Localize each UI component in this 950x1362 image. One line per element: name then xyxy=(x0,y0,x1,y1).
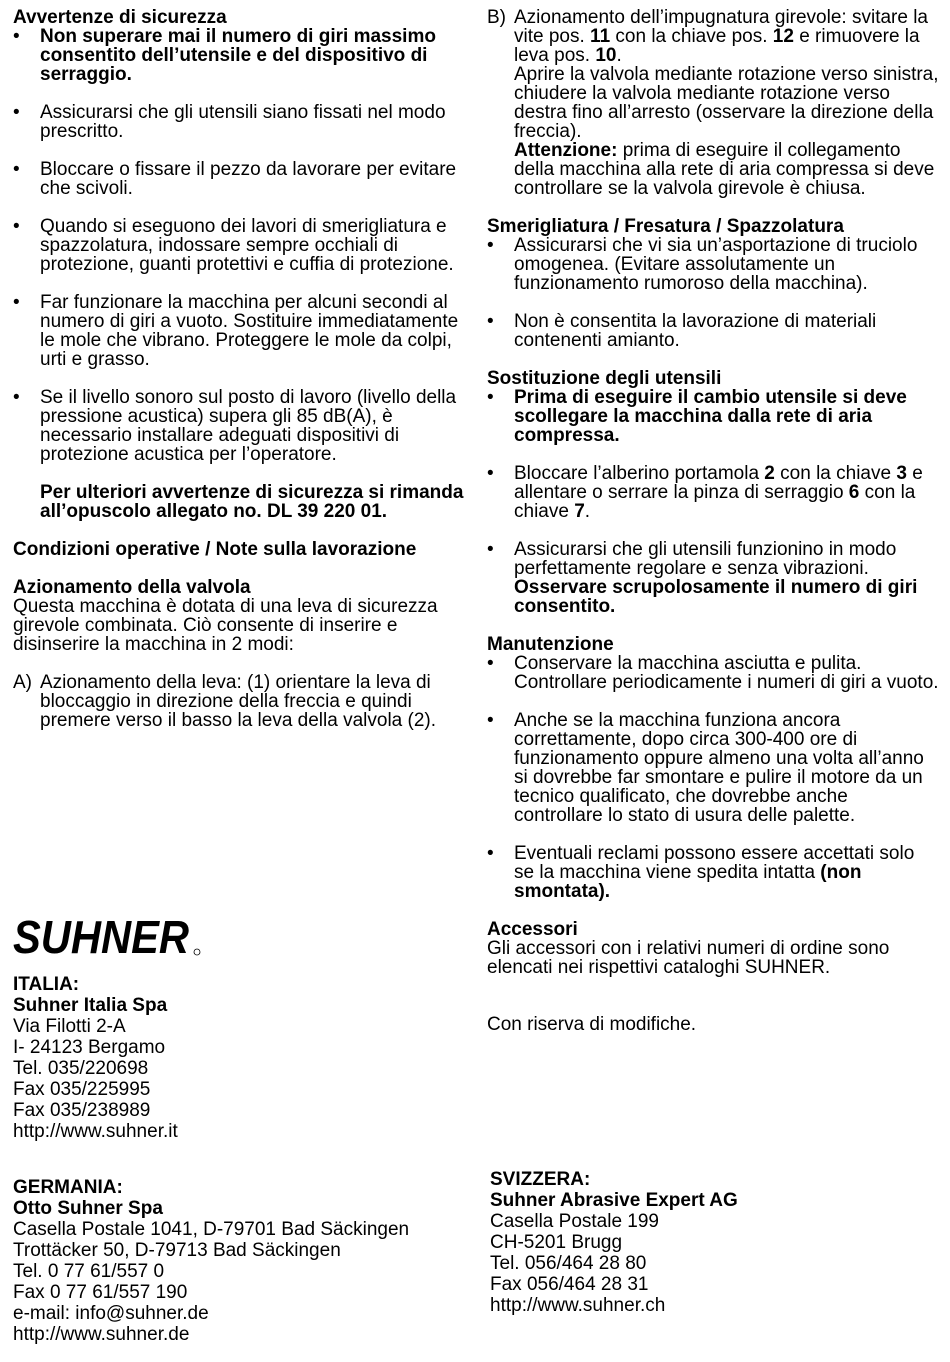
suhner-logo-text: SUHNER xyxy=(13,915,189,959)
maintenance-bullet-2: • Anche se la macchina funziona ancora correttamente, dopo circa 300-400 ore di funzionamento oppure almeno una volta all’anno si dovrebbe far smontare e pulire il motore da un tecnico qualificato, che dovrebbe anche controllare lo stato di usura delle palette. xyxy=(487,710,924,826)
address-svizzera-phone: Tel. 056/464 28 80 xyxy=(490,1253,647,1274)
address-svizzera-website: http://www.suhner.ch xyxy=(490,1295,666,1316)
safety-more-note: Per ulteriori avvertenze di sicurezza si rimanda all’opuscolo allegato no. DL 39 220 01. xyxy=(40,482,464,522)
right-column xyxy=(487,8,939,1034)
grinding-bullet-2: • Non è consentita la lavorazione di materiali contenenti amianto. xyxy=(487,311,877,351)
address-italia-phone: Tel. 035/220698 xyxy=(13,1058,149,1079)
tools-bullet-2: • Bloccare l’alberino portamola 2 con la chiave 3 e allentare o serrare la pinza di serraggio 6 con la chiave 7. xyxy=(487,463,923,522)
accessories-text: Gli accessori con i relativi numeri di ordine sono elencati nei rispettivi cataloghi SUHNER. xyxy=(487,938,890,978)
safety-bullet-1: • Non superare mai il numero di giri massimo consentito dell’utensile e del dispositivo di serraggio. xyxy=(13,26,436,85)
valve-option-b: B) Azionamento dell’impugnatura girevole: svitare la vite pos. 11 con la chiave pos. 12 e rimuovere la leva pos. 10. Aprire la valvola mediante rotazione verso sinistra, chiudere la valvola mediante rotazione verso destra fino all’arresto (osservare la direzione della freccia). Attenzione: prima di eseguire il collegamento della macchina alla rete di aria compressa si deve controllare se la valvola girevole è chiusa. xyxy=(487,7,939,199)
address-germania-line: Trottäcker 50, D-79713 Bad Säckingen xyxy=(13,1240,341,1261)
suhner-logo xyxy=(13,915,203,959)
address-svizzera-company: Suhner Abrasive Expert AG xyxy=(490,1190,738,1211)
maintenance-bullet-1: • Conservare la macchina asciutta e pulita. Controllare periodicamente i numeri di giri a vuoto. xyxy=(487,653,939,693)
conditions-title: Condizioni operative / Note sulla lavorazione xyxy=(13,539,417,560)
address-svizzera-country: SVIZZERA: xyxy=(490,1169,591,1190)
address-svizzera-fax: Fax 056/464 28 31 xyxy=(490,1274,649,1295)
address-italia xyxy=(13,974,178,1142)
left-column xyxy=(13,8,465,730)
address-italia-country: ITALIA: xyxy=(13,974,80,995)
grinding-title: Smerigliatura / Fresatura / Spazzolatura xyxy=(487,216,844,237)
address-svizzera-line: Casella Postale 199 xyxy=(490,1211,659,1232)
address-germania xyxy=(13,1177,409,1345)
tools-title: Sostituzione degli utensili xyxy=(487,368,722,389)
address-germania-company: Otto Suhner Spa xyxy=(13,1198,163,1219)
accessories-title: Accessori xyxy=(487,919,578,940)
address-germania-website: http://www.suhner.de xyxy=(13,1324,190,1345)
address-italia-fax: Fax 035/225995 xyxy=(13,1079,151,1100)
address-italia-line: Via Filotti 2-A xyxy=(13,1016,126,1037)
address-germania-phone: Tel. 0 77 61/557 0 xyxy=(13,1261,165,1282)
grinding-bullet-1: • Assicurarsi che vi sia un’asportazione di truciolo omogenea. (Evitare assolutamente un funzionamento rumoroso della macchina). xyxy=(487,235,918,294)
address-germania-line: Casella Postale 1041, D-79701 Bad Säckingen xyxy=(13,1219,410,1240)
safety-bullet-5: • Far funzionare la macchina per alcuni secondi al numero di giri a vuoto. Sostituire immediatamente le mole che vibrano. Proteggere le mole da colpi, urti e grasso. xyxy=(13,292,459,370)
address-italia-line: I- 24123 Bergamo xyxy=(13,1037,166,1058)
address-germania-email: e-mail: info@suhner.de xyxy=(13,1303,209,1324)
address-svizzera-line: CH-5201 Brugg xyxy=(490,1232,623,1253)
safety-bullet-2: • Assicurarsi che gli utensili siano fissati nel modo prescritto. xyxy=(13,102,446,142)
safety-bullet-6: • Se il livello sonoro sul posto di lavoro (livello della pressione acustica) supera gli 85 dB(A), è necessario installare adeguati dispositivi di protezione acustica per l’operatore. xyxy=(13,387,457,465)
address-germania-country: GERMANIA: xyxy=(13,1177,123,1198)
safety-title: Avvertenze di sicurezza xyxy=(13,7,227,28)
safety-bullet-3: • Bloccare o fissare il pezzo da lavorare per evitare che scivoli. xyxy=(13,159,457,199)
address-germania-fax: Fax 0 77 61/557 190 xyxy=(13,1282,188,1303)
maintenance-bullet-3: • Eventuali reclami possono essere accettati solo se la macchina viene spedita intatta (non smontata). xyxy=(487,843,915,902)
maintenance-title: Manutenzione xyxy=(487,634,614,655)
valve-text: Questa macchina è dotata di una leva di sicurezza girevole combinata. Ciò consente di inserire e disinserire la macchina in 2 modi: xyxy=(13,596,438,655)
valve-title: Azionamento della valvola xyxy=(13,577,251,598)
address-italia-company: Suhner Italia Spa xyxy=(13,995,168,1016)
address-italia-fax: Fax 035/238989 xyxy=(13,1100,151,1121)
address-italia-website: http://www.suhner.it xyxy=(13,1121,178,1142)
reserve-note: Con riserva di modifiche. xyxy=(487,1014,697,1035)
address-svizzera xyxy=(490,1169,738,1316)
tools-bullet-1: • Prima di eseguire il cambio utensile si deve scollegare la macchina dalla rete di aria compressa. xyxy=(487,387,907,446)
valve-option-a: A) Azionamento della leva: (1) orientare la leva di bloccaggio in direzione della freccia e quindi premere verso il basso la leva della valvola (2). xyxy=(13,672,437,731)
tools-bullet-3: • Assicurarsi che gli utensili funzionino in modo perfettamente regolare e senza vibrazioni. Osservare scrupolosamente il numero di giri consentito. xyxy=(487,539,918,617)
safety-bullet-4: • Quando si eseguono dei lavori di smerigliatura e spazzolatura, indossare sempre occhiali di protezione, guanti protettivi e cuffia di protezione. xyxy=(13,216,454,275)
